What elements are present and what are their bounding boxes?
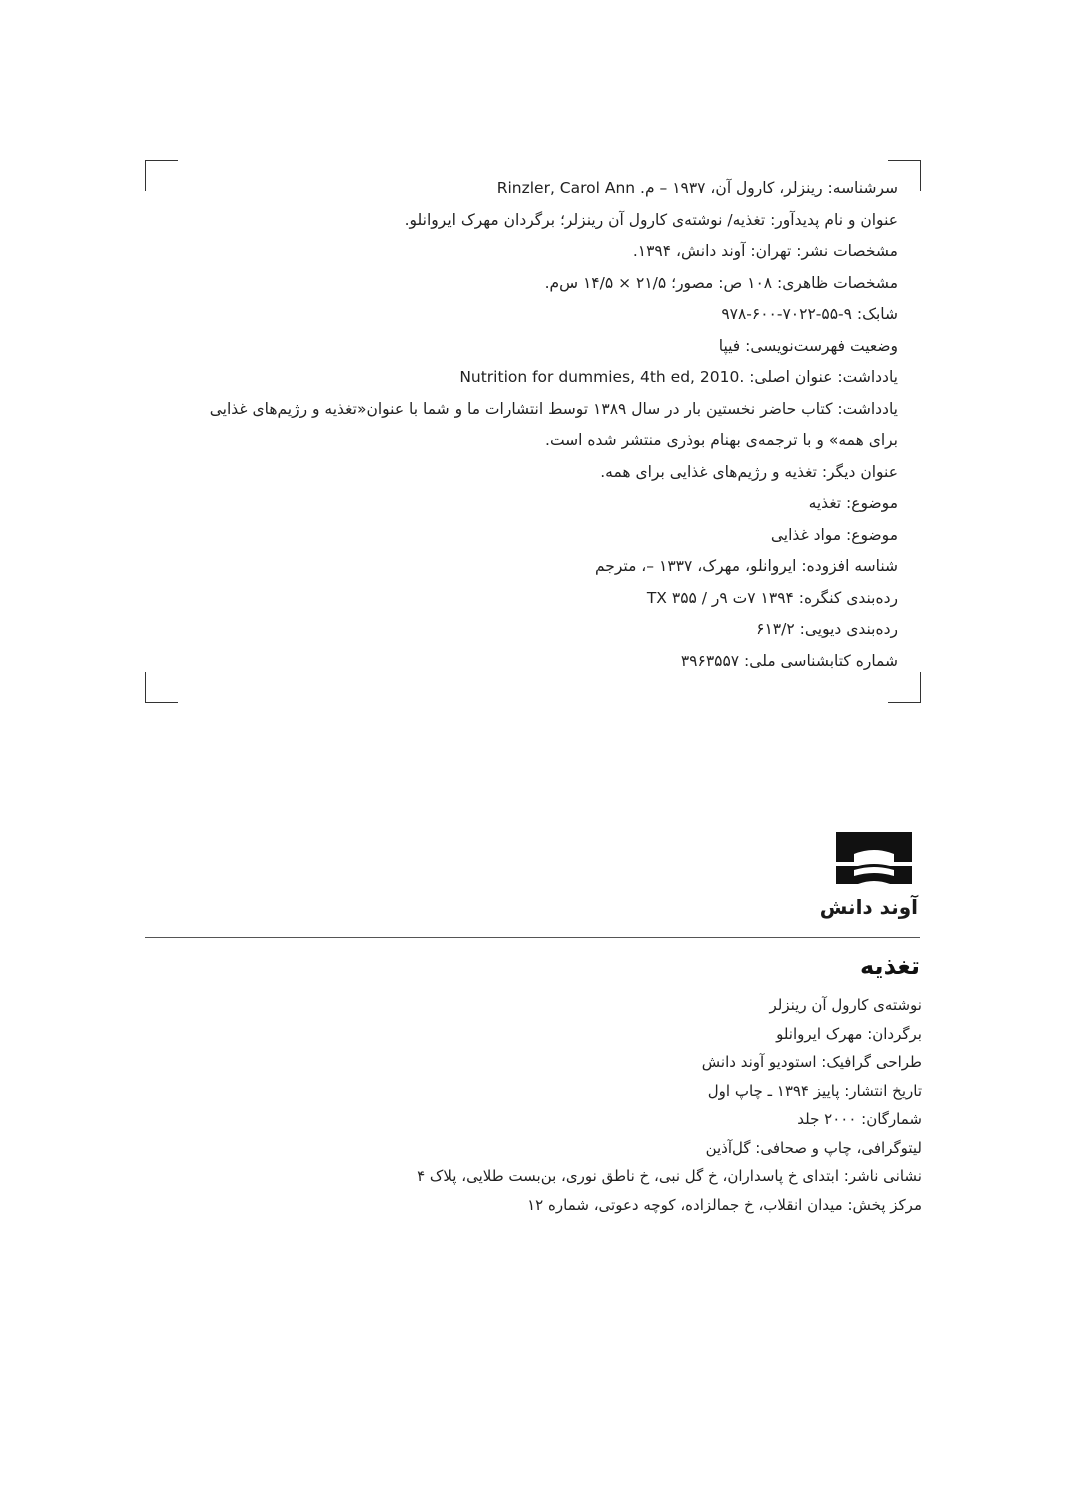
book-title: تغذیه bbox=[860, 952, 920, 980]
open-book-icon bbox=[830, 828, 918, 888]
colophon-publisher-address: نشانی ناشر: ابتدای خ پاسداران، خ گل نبی، خ ناطق نوری، بن‌بست طلایی، پلاک ۴ bbox=[417, 1167, 922, 1185]
colophon-translator: برگردان: مهرک ایروانلو bbox=[776, 1024, 922, 1043]
cip-note-previous-edition: یادداشت: کتاب حاضر نخستین بار در سال ۱۳۸۹ توسط انتشارات ما و شما با عنوان«تغذیه و رژیم‌های غذایی برای همه» و با ترجمه‌ی بهنام بوذری منتشر شده است. bbox=[209, 399, 898, 449]
cip-isbn: شابک: ۹-۵۵-۷۰۲۲-۶۰۰-۹۷۸ bbox=[721, 305, 898, 323]
colophon-author: نوشته‌ی کارول آن رینزلر bbox=[769, 996, 922, 1014]
cip-subject-food: موضوع: مواد غذایی bbox=[770, 525, 898, 544]
cip-lc-classification: رده‌بندی کنگره: ۱۳۹۴ ۷ت ۹ر / ۳۵۵ TX bbox=[646, 588, 898, 607]
cip-note-original-title: یادداشت: عنوان اصلی: .Nutrition for dummies, 4th ed, 2010 bbox=[459, 368, 898, 386]
colophon-print-run: شمارگان: ۲۰۰۰ جلد bbox=[797, 1110, 922, 1128]
cip-publication: مشخصات نشر: تهران: آوند دانش، ۱۳۹۴. bbox=[632, 242, 898, 260]
crop-mark-top-left bbox=[145, 160, 178, 191]
section-divider bbox=[145, 937, 920, 938]
cataloging-record bbox=[178, 173, 898, 677]
cip-physical-description: مشخصات ظاهری: ۱۰۸ ص: مصور؛ ۲۱/۵ × ۱۴/۵ س‌م. bbox=[544, 273, 898, 292]
cip-national-bibliography-number: شماره کتابشناسی ملی: ۳۹۶۳۵۵۷ bbox=[680, 651, 898, 670]
crop-mark-bottom-left bbox=[145, 672, 178, 703]
cip-added-entry: شناسه افزوده: ایروانلو، مهرک، ۱۳۳۷ –، مترجم bbox=[594, 557, 898, 575]
colophon-publication-date: تاریخ انتشار: پاییز ۱۳۹۴ ـ چاپ اول bbox=[707, 1081, 922, 1100]
colophon-printing: لیتوگرافی، چاپ و صحافی: گل‌آذین bbox=[705, 1138, 922, 1157]
colophon-distribution-center: مرکز پخش: میدان انقلاب، خ جمالزاده، کوچه دعوتی، شماره ۱۲ bbox=[527, 1195, 922, 1214]
cip-dewey-classification: رده‌بندی دیویی: ۶۱۳/۲ bbox=[756, 620, 898, 638]
cip-other-title: عنوان دیگر: تغذیه و رژیم‌های غذایی برای همه. bbox=[600, 462, 898, 481]
cip-title-statement: عنوان و نام پدیدآور: تغذیه/ نوشته‌ی کارول آن رینزلر؛ برگردان مهرک ایروانلو. bbox=[404, 210, 898, 229]
cip-author: سرشناسه: رینزلر، کارول آن، ۱۹۳۷ – م. Rinzler, Carol Ann bbox=[496, 179, 898, 197]
colophon-graphic-design: طراحی گرافیک: استودیو آوند دانش bbox=[701, 1053, 922, 1071]
publisher-name: آوند دانش bbox=[819, 895, 918, 919]
cip-subject-nutrition: موضوع: تغذیه bbox=[808, 494, 898, 512]
cip-cataloging-status: وضعیت فهرست‌نویسی: فیپا bbox=[718, 336, 898, 355]
colophon bbox=[202, 991, 922, 1219]
